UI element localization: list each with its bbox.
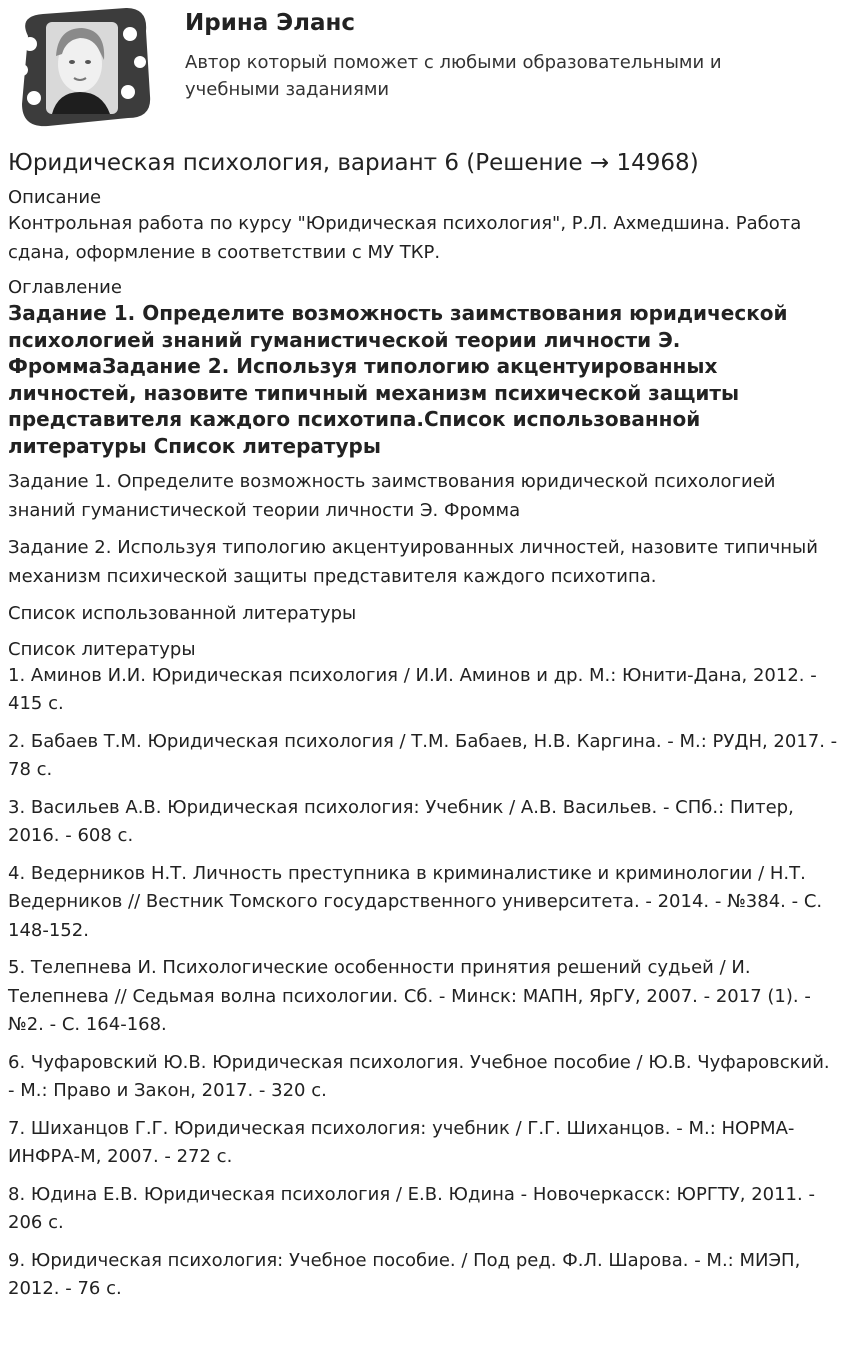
used-literature-label: Список использованной литературы [8, 603, 357, 624]
literature-label: Список литературы [8, 638, 196, 660]
reference-list [8, 662, 839, 1304]
reference-item: 7. Шиханцов Г.Г. Юридическая психология: учебник / Г.Г. Шиханцов. - М.: НОРМА-ИНФРА-М, 2007. - 272 с. [8, 1117, 795, 1167]
reference-item: 1. Аминов И.И. Юридическая психология / И.И. Аминов и др. М.: Юнити-Дана, 2012. - 415 с. [8, 664, 817, 714]
reference-item: 2. Бабаев Т.М. Юридическая психология / Т.М. Бабаев, Н.В. Каргина. - М.: РУДН, 2017. - 78 с. [8, 730, 838, 780]
author-header [0, 0, 847, 140]
description-text: Контрольная работа по курсу "Юридическая психология", Р.Л. Ахмедшина. Работа сдана, оформление в соответствии с МУ ТКР. [8, 213, 802, 263]
author-avatar [8, 6, 152, 128]
toc-heading: Задание 1. Определите возможность заимствования юридической психологией знаний гуманистической теории личности Э. ФроммаЗадание 2. Используя типологию акцентуированных личностей, назовите типичный механизм психической защиты представителя каждого психотипа.Список использованной литературы Список литературы [8, 301, 788, 458]
toc-label: Оглавление [8, 277, 122, 298]
author-name[interactable]: Ирина Эланс [185, 10, 356, 36]
reference-item: 8. Юдина Е.В. Юридическая психология / Е.В. Юдина - Новочеркасск: ЮРГТУ, 2011. - 206 с. [8, 1183, 815, 1233]
task-1-text: Задание 1. Определите возможность заимствования юридической психологией знаний гуманистической теории личности Э. Фромма [8, 471, 776, 521]
author-description: Автор который поможет с любыми образовательными и учебными заданиями [185, 52, 722, 100]
task-2-text: Задание 2. Используя типологию акцентуированных личностей, назовите типичный механизм психической защиты представителя каждого психотипа. [8, 537, 818, 587]
reference-item: 5. Телепнева И. Психологические особенности принятия решений судьей / И. Телепнева // Седьмая волна психологии. Сб. - Минск: МАПН, ЯрГУ, 2007. - 2017 (1). - №2. - С. 164-168. [8, 957, 811, 1035]
document-content [0, 148, 847, 1304]
description-label: Описание [8, 187, 102, 208]
reference-item: 6. Чуфаровский Ю.В. Юридическая психология. Учебное пособие / Ю.В. Чуфаровский. - М.: Право и Закон, 2017. - 320 с. [8, 1051, 830, 1101]
reference-item: 3. Васильев А.В. Юридическая психология: Учебник / А.В. Васильев. - СПб.: Питер, 2016. - 608 с. [8, 796, 794, 846]
page-title: Юридическая психология, вариант 6 (Решение → 14968) [8, 150, 699, 176]
reference-item: 4. Ведерников Н.Т. Личность преступника в криминалистике и криминологии / Н.Т. Ведерников // Вестник Томского государственного университета. - 2014. - №384. - С. 148-152. [8, 862, 823, 941]
reference-item: 9. Юридическая психология: Учебное пособие. / Под ред. Ф.Л. Шарова. - М.: МИЭП, 2012. - 76 с. [8, 1249, 801, 1299]
